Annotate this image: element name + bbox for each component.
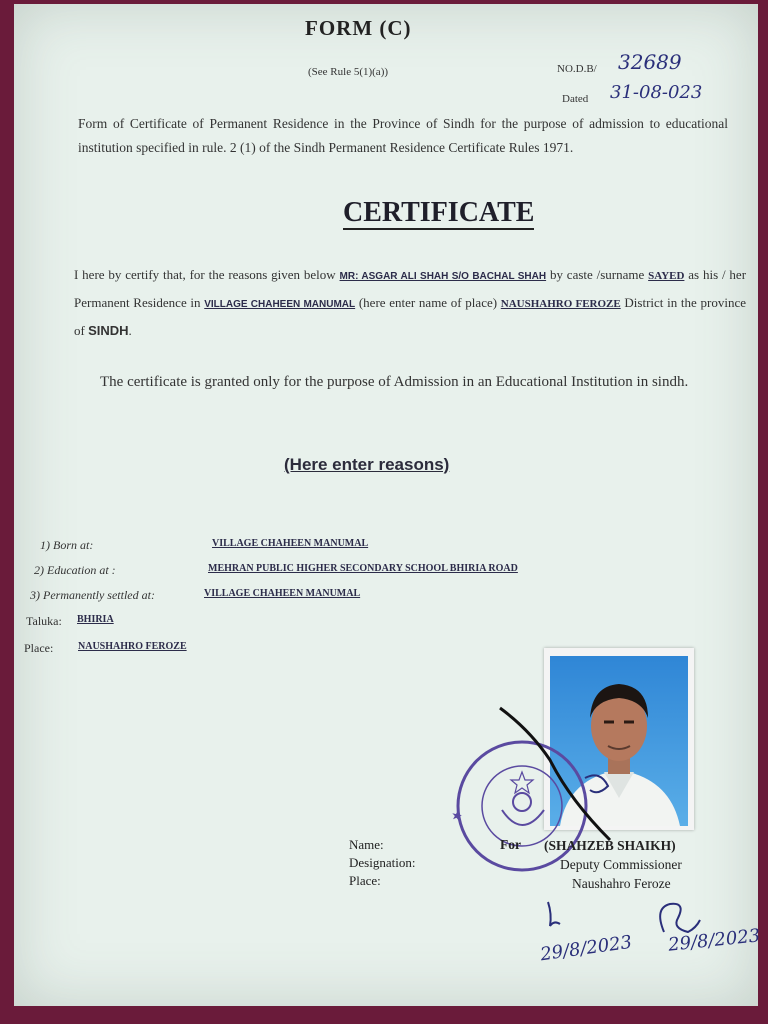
dated-label: Dated: [562, 93, 589, 105]
svg-text:★: ★: [449, 808, 465, 824]
name-label: Name:: [349, 837, 384, 852]
certification-paragraph: [74, 262, 746, 344]
reason-value: VILLAGE CHAHEEN MANUMAL: [204, 588, 361, 599]
reason-value: MEHRAN PUBLIC HIGHER SECONDARY SCHOOL BHIRIA ROAD: [208, 563, 518, 574]
designation-label: Designation:: [349, 855, 416, 870]
para1-text-1: I here by certify that, for the reasons given below: [74, 267, 336, 282]
form-title: FORM (C): [305, 16, 412, 40]
para1-text-2: by caste /surname: [549, 267, 645, 282]
reason-taluka: [26, 612, 62, 630]
signature-left: [530, 900, 590, 940]
dated-value: 31-08-023: [610, 82, 703, 103]
reason-label: 2) Education at :: [34, 563, 116, 577]
pen-stroke: [490, 700, 640, 850]
residence-village: VILLAGE CHAHEEN MANUMAL: [204, 299, 356, 310]
handwritten-date-right: 29/8/2023: [667, 925, 762, 956]
para1-text-5: District in the province of: [74, 295, 746, 338]
intro-paragraph: Form of Certificate of Permanent Residence in the Province of Sindh for the purpose of admission to educational institution specified in rule. 2 (1) of the Sindh Permanent Residence Certificate Rules 1971.: [78, 116, 728, 155]
reason-place: [24, 639, 53, 657]
reason-label: 3) Permanently settled at:: [30, 588, 155, 602]
province-value: SINDH: [88, 323, 129, 338]
reason-born: [40, 536, 93, 554]
reason-value: NAUSHAHRO FEROZE: [78, 641, 187, 652]
reason-education: [34, 561, 116, 579]
para1-text-3: as his / her Permanent Residence in: [74, 267, 747, 310]
signatory-designation: Deputy Commissioner: [560, 857, 682, 872]
caste-value: SAYED: [648, 270, 685, 282]
for-label: For: [500, 837, 521, 852]
reasons-heading: (Here enter reasons): [284, 455, 450, 474]
reason-settled: [30, 586, 155, 604]
para1-text-6: .: [128, 323, 132, 338]
signatory-name: (SHAHZEB SHAIKH): [544, 838, 676, 853]
certificate-title: CERTIFICATE: [343, 197, 535, 228]
signatory-place: Naushahro Feroze: [572, 876, 671, 891]
reason-value: BHIRIA: [77, 614, 114, 625]
para1-text-4: (here enter name of place): [358, 295, 498, 310]
rule-reference: (See Rule 5(1)(a)): [308, 66, 389, 78]
no-db-label: NO.D.B/: [557, 63, 597, 75]
reason-label: Place:: [24, 641, 54, 655]
reason-label: 1) Born at:: [40, 538, 94, 552]
district-value: NAUSHAHRO FEROZE: [500, 298, 621, 310]
reason-label: Taluka:: [26, 614, 62, 628]
handwritten-date-left: 29/8/2023: [538, 931, 634, 966]
applicant-name: MR: ASGAR ALI SHAH S/O BACHAL SHAH: [339, 271, 547, 282]
reason-value: VILLAGE CHAHEEN MANUMAL: [212, 538, 369, 549]
place-label: Place:: [349, 873, 381, 888]
purpose-paragraph: The certificate is granted only for the purpose of Admission in an Educational Institution in sindh.: [100, 374, 689, 390]
no-db-value: 32689: [618, 50, 682, 74]
